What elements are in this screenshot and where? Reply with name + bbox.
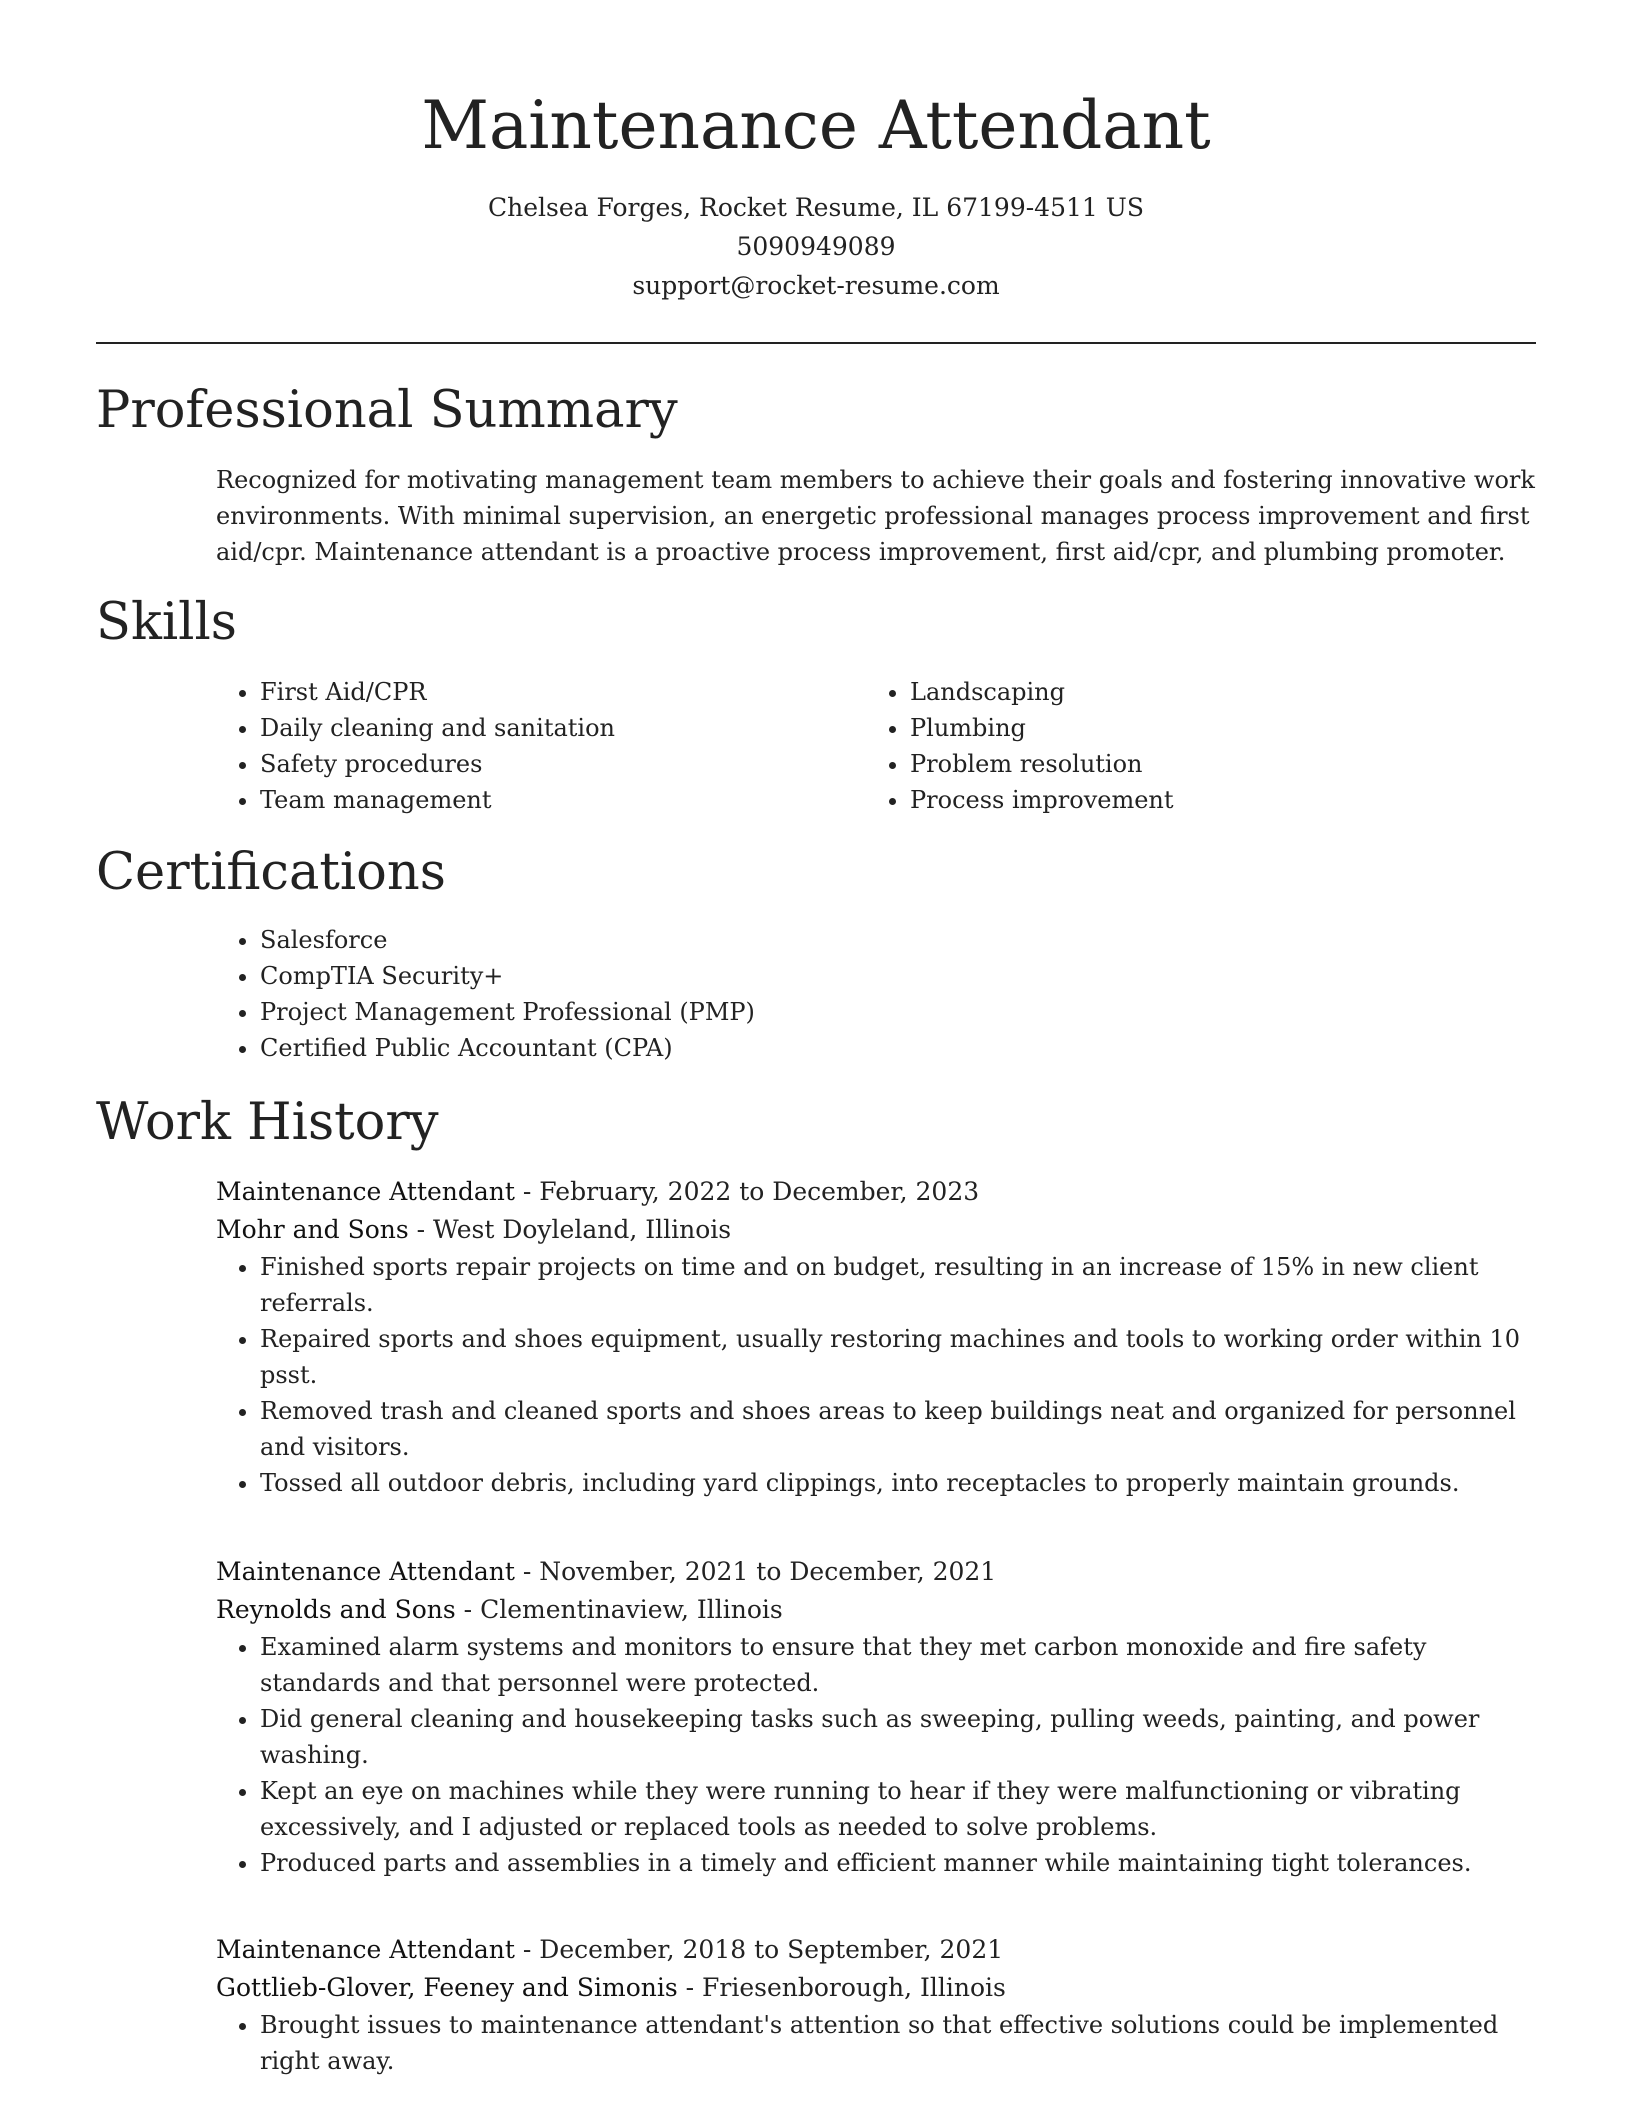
job-dates: - December, 2018 to September, 2021 — [514, 1935, 1004, 1964]
job-duties — [216, 2007, 1536, 2079]
skill-item: • Team management — [260, 782, 866, 818]
skill-item: • Safety procedures — [260, 746, 866, 782]
job-entry — [216, 1553, 1536, 1881]
job-company: Gottlieb-Glover, Feeney and Simonis — [216, 1973, 678, 2002]
job-duties — [216, 1629, 1536, 1881]
section-title-summary: Professional Summary — [96, 381, 678, 440]
skill-item: • Problem resolution — [910, 746, 1516, 782]
job-role: Maintenance Attendant — [216, 1177, 515, 1206]
skills-column-right — [866, 674, 1516, 818]
job-dates: - February, 2022 to December, 2023 — [514, 1177, 980, 1206]
section-title-certifications: Certifications — [96, 843, 446, 902]
certification-item: • Salesforce — [260, 922, 1536, 958]
job-duty-item: • Did general cleaning and housekeeping tasks such as sweeping, pulling weeds, painting, and power washing. — [260, 1701, 1536, 1773]
job-entry — [216, 1931, 1536, 2079]
job-duty-item: • Produced parts and assemblies in a timely and efficient manner while maintaining tight tolerances. — [260, 1845, 1536, 1881]
certification-item: • CompTIA Security+ — [260, 958, 1536, 994]
job-location: - Clementinaview, Illinois — [455, 1595, 783, 1624]
job-role: Maintenance Attendant — [216, 1557, 515, 1586]
job-company: Reynolds and Sons — [216, 1595, 456, 1624]
job-duties — [216, 1249, 1536, 1501]
contact-phone: 5090949089 — [736, 232, 896, 261]
job-role: Maintenance Attendant — [216, 1935, 515, 1964]
certifications-list — [216, 922, 1536, 1066]
job-duty-item: • Examined alarm systems and monitors to ensure that they met carbon monoxide and fire safety standards and that personnel were protected. — [260, 1629, 1536, 1701]
job-title-line — [216, 1931, 1536, 1969]
skill-item: • Landscaping — [910, 674, 1516, 710]
contact-address: Chelsea Forges, Rocket Resume, IL 67199-4511 US — [488, 193, 1144, 222]
skill-item: • Process improvement — [910, 782, 1516, 818]
skill-item: • Daily cleaning and sanitation — [260, 710, 866, 746]
summary-text: Recognized for motivating management team members to achieve their goals and fostering innovative work environments. With minimal supervision, an energetic professional manages process improvement and first aid/cpr. Maintenance attendant is a proactive process improvement, first aid/cpr, and plumbing promoter. — [216, 466, 1535, 566]
job-duty-item: • Kept an eye on machines while they were running to hear if they were malfunctioning or vibrating excessively, and I adjusted or replaced tools as needed to solve problems. — [260, 1773, 1536, 1845]
job-title-line — [216, 1173, 1536, 1211]
section-title-work-history: Work History — [96, 1093, 439, 1152]
page-title: Maintenance Attendant — [421, 87, 1211, 164]
job-duty-item: • Removed trash and cleaned sports and shoes areas to keep buildings neat and organized for personnel and visitors. — [260, 1393, 1536, 1465]
section-title-skills: Skills — [96, 593, 237, 652]
job-duty-item: • Tossed all outdoor debris, including yard clippings, into receptacles to properly maintain grounds. — [260, 1465, 1536, 1501]
job-company-line — [216, 1591, 1536, 1629]
job-company-line — [216, 1969, 1536, 2007]
skills-column-left — [216, 674, 866, 818]
job-location: - West Doyleland, Illinois — [408, 1215, 732, 1244]
certification-item: • Certified Public Accountant (CPA) — [260, 1030, 1536, 1066]
job-duty-item: • Finished sports repair projects on time and on budget, resulting in an increase of 15% in new client referrals. — [260, 1249, 1536, 1321]
job-dates: - November, 2021 to December, 2021 — [514, 1557, 997, 1586]
resume-header — [0, 0, 1632, 305]
skill-item: • First Aid/CPR — [260, 674, 866, 710]
skill-item: • Plumbing — [910, 710, 1516, 746]
skills-list — [216, 674, 1536, 818]
header-divider — [96, 342, 1536, 344]
job-title-line — [216, 1553, 1536, 1591]
job-duty-item: • Brought issues to maintenance attendant's attention so that effective solutions could be implemented right away. — [260, 2007, 1536, 2079]
job-duty-item: • Repaired sports and shoes equipment, usually restoring machines and tools to working order within 10 psst. — [260, 1321, 1536, 1393]
job-location: - Friesenborough, Illinois — [677, 1973, 1006, 2002]
job-entry — [216, 1173, 1536, 1501]
certification-item: • Project Management Professional (PMP) — [260, 994, 1536, 1030]
job-company-line — [216, 1211, 1536, 1249]
job-company: Mohr and Sons — [216, 1215, 409, 1244]
contact-info — [0, 188, 1632, 305]
contact-email: support@rocket-resume.com — [632, 271, 1000, 300]
